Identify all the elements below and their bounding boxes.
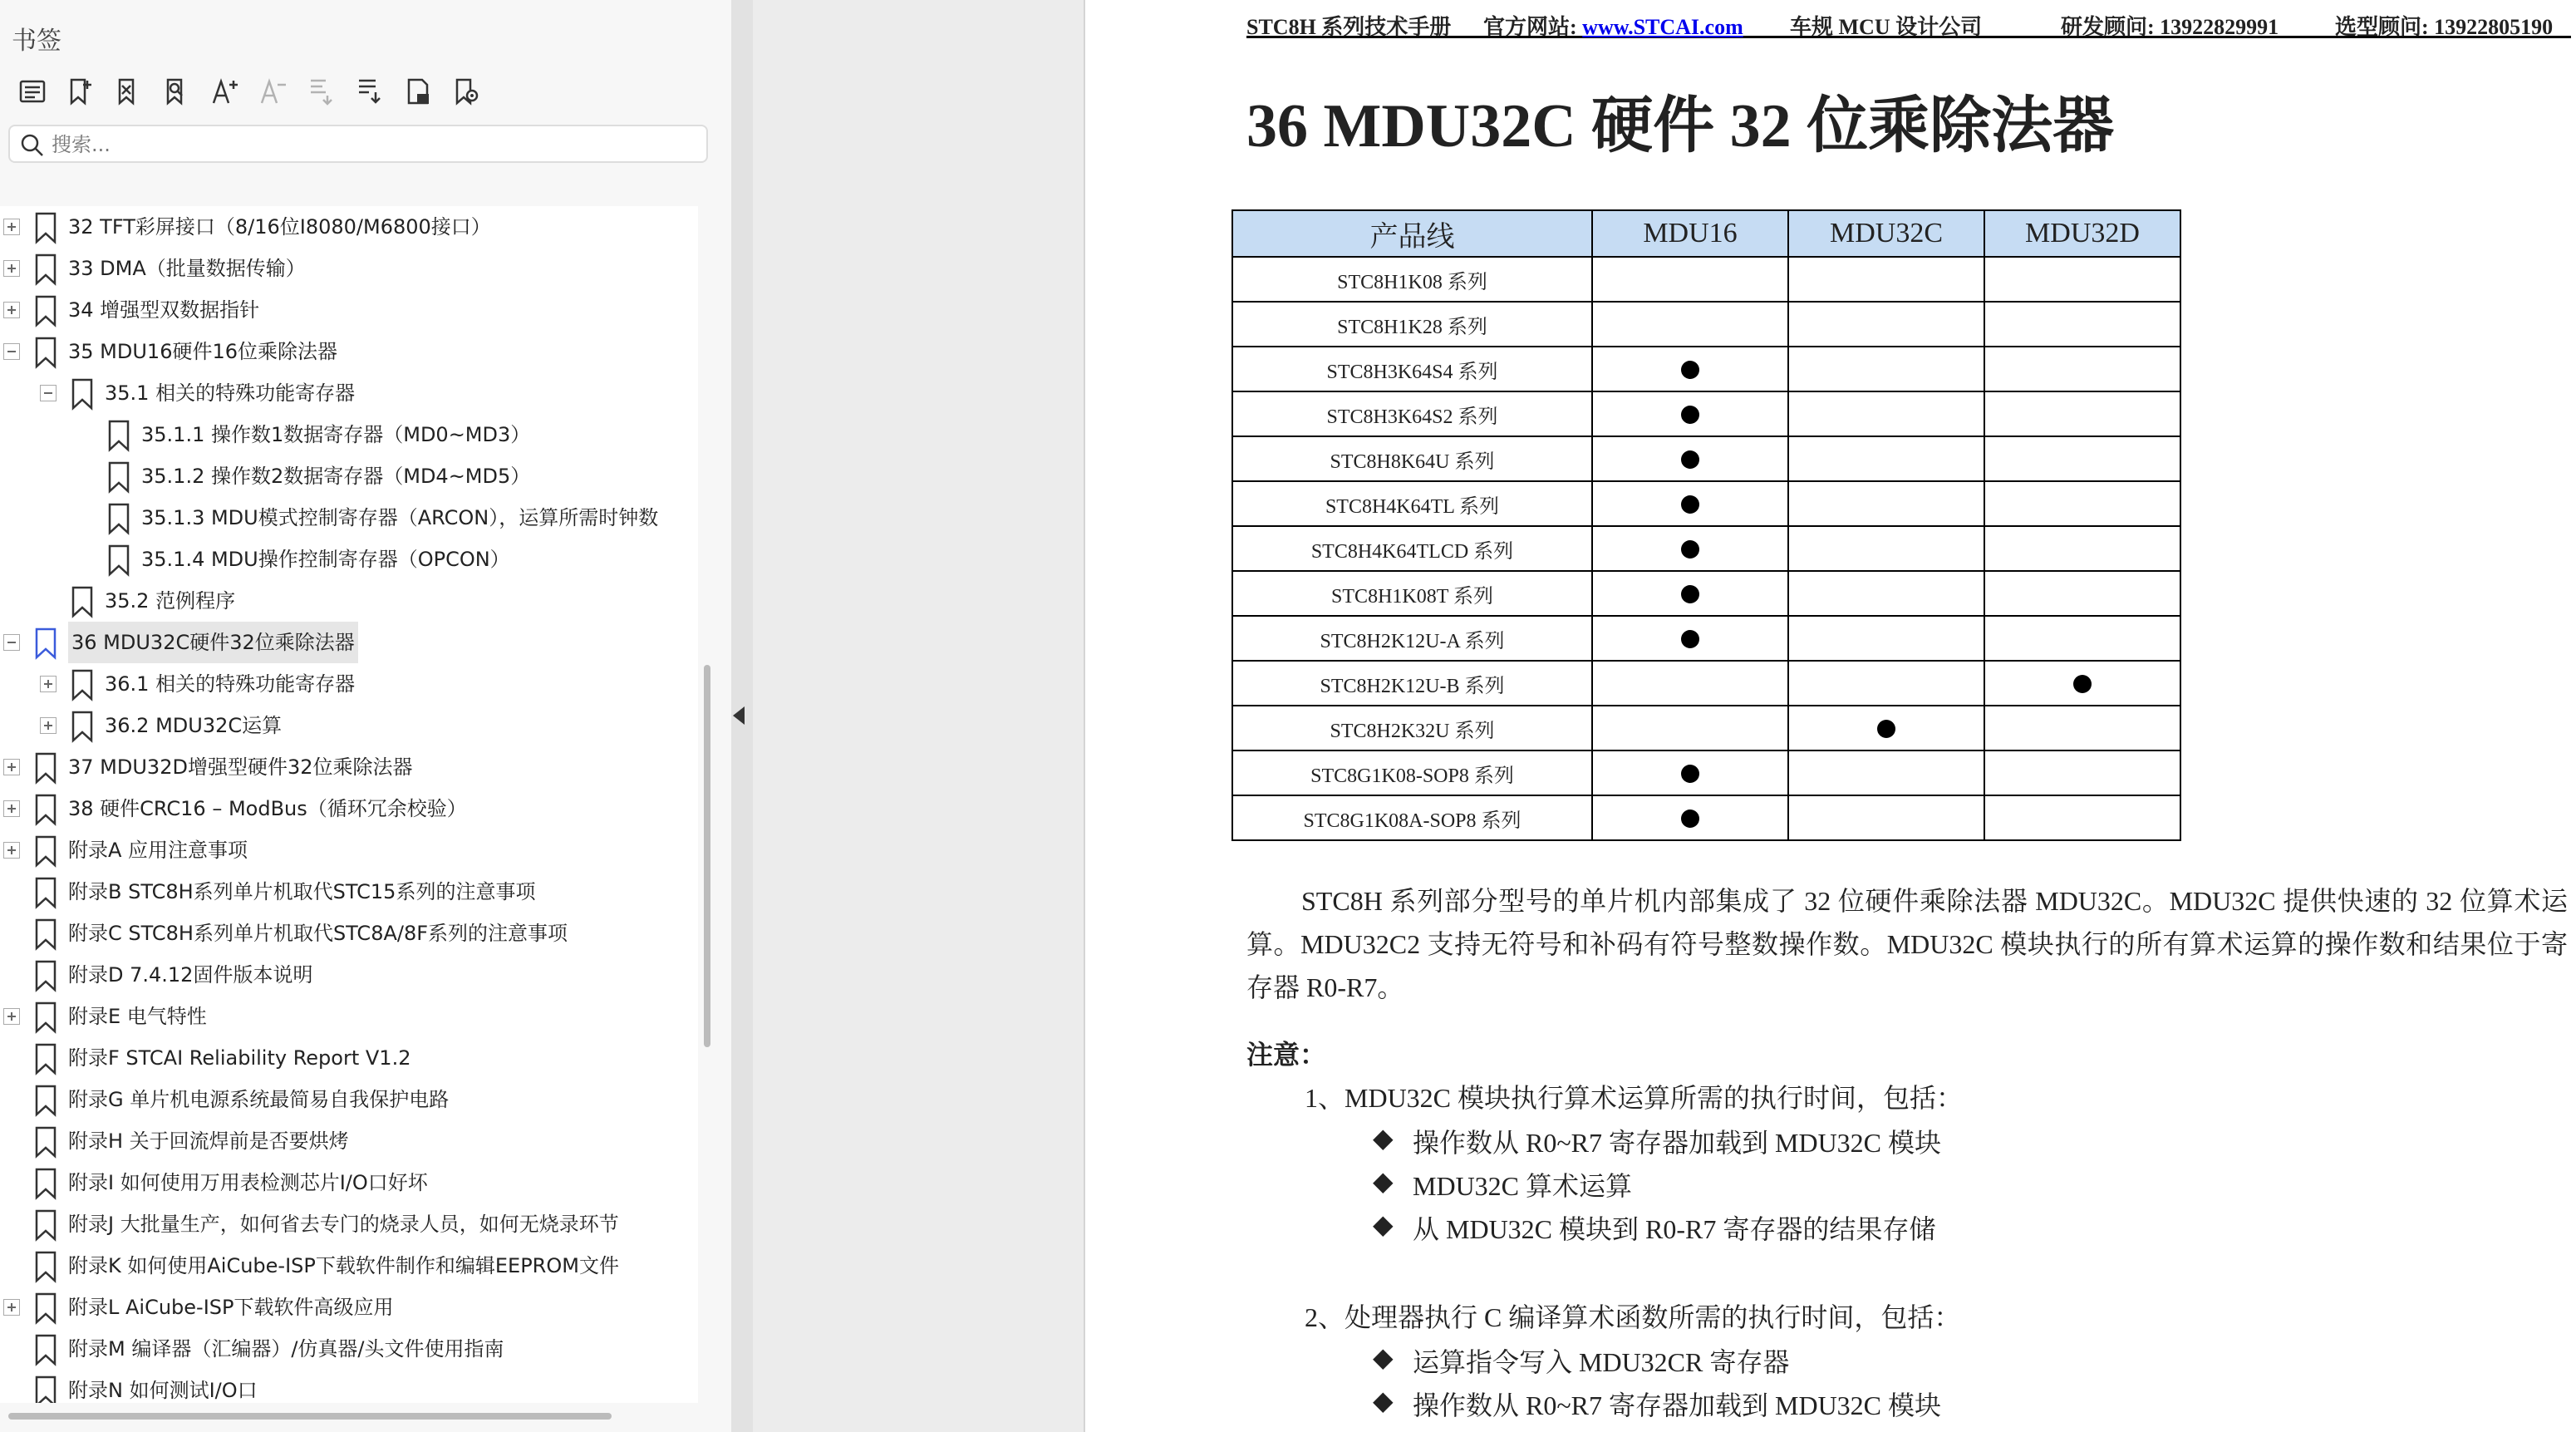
note-heading: 注意：: [1246, 1040, 1327, 1070]
table-row: [1232, 750, 2180, 795]
bookmark-label: 附录N 如何测试I/O口: [68, 1379, 258, 1402]
expand-bookmarks-icon: [306, 76, 337, 107]
bookmark-icon: [106, 419, 131, 452]
bookmark-item[interactable]: [0, 788, 698, 829]
bookmark-icon: [106, 502, 131, 535]
bookmark-item[interactable]: [0, 372, 698, 414]
header-website: [1483, 10, 1743, 41]
bookmark-label: 35.1.3 MDU模式控制寄存器（ARCON），运算所需时钟数: [141, 506, 659, 529]
support-cell: [1984, 571, 2180, 616]
bookmark-item[interactable]: [0, 746, 698, 788]
bookmark-label: 36.1 相关的特殊功能寄存器: [105, 672, 356, 696]
bookmark-icon: [33, 959, 58, 992]
bookmark-item[interactable]: [0, 913, 698, 954]
bookmark-icon: [33, 1292, 58, 1325]
product-name-cell: STC8G1K08-SOP8 系列: [1232, 750, 1592, 795]
bookmark-label: 附录D 7.4.12固件版本说明: [68, 963, 313, 987]
bullet-diamond-icon: ◆: [1373, 1385, 1394, 1416]
bookmark-properties-icon: [402, 76, 434, 107]
bookmark-item[interactable]: [0, 1120, 698, 1162]
column-header: MDU16: [1592, 210, 1788, 257]
bookmark-label: 35.1 相关的特殊功能寄存器: [105, 381, 356, 405]
bookmark-item[interactable]: [0, 455, 698, 497]
support-cell: [1984, 795, 2180, 840]
support-cell: [1592, 661, 1788, 706]
expand-icon[interactable]: [3, 759, 20, 775]
bookmark-icon: [70, 377, 95, 411]
bookmark-icon: [33, 1375, 58, 1403]
bookmark-icon: [33, 1125, 58, 1159]
collapse-panel-icon[interactable]: [730, 703, 748, 728]
bookmark-label: 附录L AiCube-ISP下载软件高级应用: [68, 1296, 394, 1319]
table-header-row: [1232, 210, 2180, 257]
support-cell: [1592, 391, 1788, 436]
support-cell: [1788, 795, 1984, 840]
support-cell: [1788, 750, 1984, 795]
bookmark-label: 32 TFT彩屏接口（8/16位I8080/M6800接口）: [68, 215, 491, 239]
product-name-cell: STC8H1K08 系列: [1232, 257, 1592, 302]
support-cell: [1984, 302, 2180, 347]
product-name-cell: STC8H4K64TLCD 系列: [1232, 526, 1592, 571]
support-cell: [1984, 347, 2180, 391]
table-row: [1232, 302, 2180, 347]
product-name-cell: STC8H4K64TL 系列: [1232, 481, 1592, 526]
bookmark-label: 37 MDU32D增强型硬件32位乘除法器: [68, 755, 413, 779]
support-cell: [1788, 616, 1984, 661]
table-row: [1232, 347, 2180, 391]
column-header: 产品线: [1232, 210, 1592, 257]
add-bookmark-icon: [65, 76, 96, 107]
support-cell: [1788, 436, 1984, 481]
bookmark-icon: [33, 876, 58, 909]
support-cell: [1984, 526, 2180, 571]
bullet-diamond-icon: ◆: [1373, 1208, 1394, 1240]
panel-title: 书签: [12, 27, 61, 56]
bookmark-label: 35.2 范例程序: [105, 589, 236, 613]
bookmark-label: 36 MDU32C硬件32位乘除法器: [68, 622, 358, 663]
supported-dot-icon: [1681, 450, 1699, 469]
supported-dot-icon: [1681, 406, 1699, 424]
note-bullet-item: 操作数从 R0~R7 寄存器加载到 MDU32C 模块: [1413, 1390, 1942, 1420]
bookmark-item[interactable]: [0, 497, 698, 539]
support-cell: [1984, 661, 2180, 706]
supported-dot-icon: [1681, 765, 1699, 783]
table-row: [1232, 257, 2180, 302]
bookmark-item[interactable]: [0, 206, 698, 248]
bookmark-icon: [70, 710, 95, 743]
expand-icon[interactable]: [40, 676, 57, 692]
bookmark-tree: [0, 206, 698, 1403]
delete-bookmark-icon: [113, 76, 145, 107]
bookmark-label: 附录H 关于回流焊前是否要烘烤: [68, 1129, 349, 1153]
tree-scroll-thumb[interactable]: [704, 665, 710, 1047]
bookmark-icon: [33, 1167, 58, 1200]
column-header: MDU32C: [1788, 210, 1984, 257]
support-cell: [1788, 481, 1984, 526]
bookmark-label: 36.2 MDU32C运算: [105, 714, 283, 737]
bookmark-label: 35 MDU16硬件16位乘除法器: [68, 340, 337, 363]
bullet-diamond-icon: ◆: [1373, 1165, 1394, 1197]
table-row: [1232, 661, 2180, 706]
bookmark-label: 附录K 如何使用AiCube-ISP下载软件制作和编辑EEPROM文件: [68, 1254, 619, 1277]
bookmark-icon: [33, 211, 58, 244]
outline-list-icon: [17, 76, 48, 107]
bookmark-label: 34 增强型双数据指针: [68, 298, 260, 322]
support-cell: [1788, 706, 1984, 750]
note-1: 1、MDU32C 模块执行算术运算所需的执行时间，包括：: [1305, 1083, 1964, 1113]
supported-dot-icon: [2073, 675, 2092, 693]
bookmark-item[interactable]: [0, 1370, 698, 1403]
website-link[interactable]: www.STCAI.com: [1582, 15, 1743, 39]
product-name-cell: STC8G1K08A-SOP8 系列: [1232, 795, 1592, 840]
supported-dot-icon: [1877, 720, 1895, 738]
bookmark-toolbar: [8, 70, 490, 113]
font-decrease-button[interactable]: [249, 70, 297, 113]
supported-dot-icon: [1681, 630, 1699, 648]
support-cell: [1984, 436, 2180, 481]
support-cell: [1788, 526, 1984, 571]
bookmark-item[interactable]: [0, 622, 698, 663]
note-bullet-item: 操作数从 R0~R7 寄存器加载到 MDU32C 模块: [1413, 1128, 1942, 1158]
note-2: 2、处理器执行 C 编译算术函数所需的执行时间，包括：: [1305, 1302, 1961, 1332]
bookmark-icon: [33, 1250, 58, 1283]
header-website-label: 官方网站:: [1483, 15, 1583, 39]
product-name-cell: STC8H3K64S2 系列: [1232, 391, 1592, 436]
collapse-icon[interactable]: [3, 634, 20, 651]
bookmark-label: 35.1.4 MDU操作控制寄存器（OPCON）: [141, 548, 510, 571]
expand-icon[interactable]: [3, 302, 20, 318]
bookmark-icon: [33, 834, 58, 868]
note-bullet-item: 运算指令写入 MDU32CR 寄存器: [1413, 1347, 1790, 1377]
bookmark-icon: [33, 294, 58, 327]
bookmark-label: 附录C STC8H系列单片机取代STC8A/8F系列的注意事项: [68, 922, 568, 945]
bookmark-item[interactable]: [0, 1203, 698, 1245]
bookmark-icon: [33, 627, 58, 660]
bookmark-icon: [33, 253, 58, 286]
expand-bookmarks-button[interactable]: [297, 70, 346, 113]
table-row: [1232, 436, 2180, 481]
product-name-cell: STC8H2K12U-A 系列: [1232, 616, 1592, 661]
support-cell: [1984, 706, 2180, 750]
font-decrease-icon: [258, 76, 289, 107]
support-cell: [1984, 391, 2180, 436]
bookmark-label: 附录M 编译器（汇编器）/仿真器/头文件使用指南: [68, 1337, 504, 1361]
supported-dot-icon: [1681, 361, 1699, 379]
bookmark-label: 附录J 大批量生产，如何省去专门的烧录人员，如何无烧录环节: [68, 1213, 619, 1236]
column-header: MDU32D: [1984, 210, 2180, 257]
bookmark-item[interactable]: [0, 331, 698, 372]
search-box: [8, 125, 708, 163]
support-cell: [1592, 436, 1788, 481]
bookmark-icon: [33, 918, 58, 951]
bookmark-label: 附录B STC8H系列单片机取代STC15系列的注意事项: [68, 880, 536, 903]
collapse-icon[interactable]: [3, 343, 20, 360]
header-rd-consultant: 研发顾问: 13922829991: [2061, 15, 2279, 39]
bookmark-icon: [33, 1208, 58, 1242]
support-cell: [1984, 257, 2180, 302]
expand-icon[interactable]: [3, 800, 20, 817]
product-line-table: [1231, 209, 2181, 841]
bookmark-label: 附录E 电气特性: [68, 1005, 207, 1028]
bookmark-item[interactable]: [0, 1037, 698, 1079]
bookmark-item[interactable]: [0, 663, 698, 705]
bullet-diamond-icon: ◆: [1373, 1122, 1394, 1154]
bookmark-properties-button[interactable]: [394, 70, 442, 113]
supported-dot-icon: [1681, 495, 1699, 514]
supported-dot-icon: [1681, 809, 1699, 828]
product-name-cell: STC8H2K12U-B 系列: [1232, 661, 1592, 706]
support-cell: [1788, 571, 1984, 616]
expand-icon[interactable]: [40, 717, 57, 734]
support-cell: [1592, 481, 1788, 526]
support-cell: [1788, 302, 1984, 347]
bookmark-icon: [106, 460, 131, 494]
product-name-cell: STC8H1K28 系列: [1232, 302, 1592, 347]
support-cell: [1788, 661, 1984, 706]
header-selection-consultant: 选型顾问: 13922805190: [2335, 15, 2554, 39]
bookmark-item[interactable]: [0, 1245, 698, 1287]
bookmark-panel: [0, 0, 731, 1432]
bookmark-item[interactable]: [0, 871, 698, 913]
header-manual-title: STC8H 系列技术手册: [1246, 15, 1452, 39]
note-bullet-item: 从 MDU32C 模块到 R0-R7 寄存器的结果存储: [1413, 1214, 1936, 1244]
table-row: [1232, 706, 2180, 750]
bookmark-settings-button[interactable]: [442, 70, 490, 113]
support-cell: [1592, 750, 1788, 795]
add-bookmark-button[interactable]: [57, 70, 105, 113]
product-name-cell: STC8H3K64S4 系列: [1232, 347, 1592, 391]
outline-list-button[interactable]: [8, 70, 57, 113]
bookmark-item[interactable]: [0, 289, 698, 331]
bookmark-item[interactable]: [0, 1162, 698, 1203]
collapse-bookmarks-icon: [354, 76, 386, 107]
table-row: [1232, 481, 2180, 526]
expand-icon[interactable]: [3, 260, 20, 277]
bookmark-icon: [33, 1042, 58, 1075]
bookmark-label: 33 DMA（批量数据传输）: [68, 257, 306, 280]
bookmark-icon: [33, 793, 58, 826]
support-cell: [1592, 795, 1788, 840]
bookmark-item[interactable]: [0, 954, 698, 996]
support-cell: [1592, 257, 1788, 302]
support-cell: [1788, 347, 1984, 391]
bookmark-icon: [33, 336, 58, 369]
bookmark-label: 35.1.2 操作数2数据寄存器（MD4~MD5）: [141, 465, 531, 488]
bookmark-label: 38 硬件CRC16 – ModBus（循环冗余校验）: [68, 797, 467, 820]
bookmark-item[interactable]: [0, 705, 698, 746]
product-name-cell: STC8H8K64U 系列: [1232, 436, 1592, 481]
bookmark-item[interactable]: [0, 829, 698, 871]
expand-icon[interactable]: [3, 1008, 20, 1025]
support-cell: [1984, 750, 2180, 795]
bookmark-label: 附录F STCAI Reliability Report V1.2: [68, 1046, 411, 1070]
search-input[interactable]: [52, 130, 683, 160]
tree-scrollbar[interactable]: [698, 206, 731, 1403]
collapse-icon[interactable]: [40, 385, 57, 401]
table-row: [1232, 526, 2180, 571]
header-company: 车规 MCU 设计公司: [1790, 15, 1983, 39]
bookmark-item[interactable]: [0, 248, 698, 289]
support-cell: [1788, 257, 1984, 302]
intro-paragraph: STC8H 系列部分型号的单片机内部集成了 32 位硬件乘除法器 MDU32C。MDU32C 提供快速的 32 位算术运算。MDU32C2 支持无符号和补码有符号整数操作数。MDU32C 模块执行的所有算术运算的操作数和结果位于寄存器 R0-R7。: [1246, 886, 2568, 1002]
support-cell: [1788, 391, 1984, 436]
support-cell: [1592, 616, 1788, 661]
bookmark-label: 附录G 单片机电源系统最简易自我保护电路: [68, 1088, 450, 1111]
table-row: [1232, 795, 2180, 840]
find-bookmark-icon: [161, 76, 193, 107]
bookmark-item[interactable]: [0, 996, 698, 1037]
bookmark-label: 35.1.1 操作数1数据寄存器（MD0~MD3）: [141, 423, 531, 446]
bookmark-icon: [33, 1084, 58, 1117]
bookmark-item[interactable]: [0, 580, 698, 622]
bookmark-icon: [33, 751, 58, 785]
bookmark-item[interactable]: [0, 539, 698, 580]
bookmark-label: 附录A 应用注意事项: [68, 839, 248, 862]
expand-icon[interactable]: [3, 842, 20, 859]
bookmark-icon: [70, 585, 95, 618]
bookmark-icon: [33, 1333, 58, 1366]
chapter-title: 36 MDU32C 硬件 32 位乘除法器: [1246, 92, 2115, 160]
support-cell: [1592, 706, 1788, 750]
bookmark-label: 附录I 如何使用万用表检测芯片I/O口好坏: [68, 1171, 428, 1194]
support-cell: [1592, 302, 1788, 347]
supported-dot-icon: [1681, 585, 1699, 603]
support-cell: [1984, 616, 2180, 661]
product-name-cell: STC8H1K08T 系列: [1232, 571, 1592, 616]
bullet-diamond-icon: ◆: [1373, 1341, 1394, 1373]
running-header: [1246, 10, 2571, 38]
font-increase-button[interactable]: [201, 70, 249, 113]
table-row: [1232, 391, 2180, 436]
bookmark-item[interactable]: [0, 414, 698, 455]
document-page: [1085, 0, 2576, 1432]
collapse-bookmarks-button[interactable]: [346, 70, 394, 113]
support-cell: [1592, 347, 1788, 391]
search-icon: [20, 133, 45, 158]
bookmark-item[interactable]: [0, 1079, 698, 1120]
find-bookmark-button[interactable]: [153, 70, 201, 113]
bookmark-icon: [33, 1001, 58, 1034]
delete-bookmark-button[interactable]: [105, 70, 153, 113]
expand-icon[interactable]: [3, 1299, 20, 1316]
support-cell: [1984, 481, 2180, 526]
note-bullet-item: MDU32C 算术运算: [1413, 1171, 1633, 1201]
bookmark-icon: [106, 544, 131, 577]
table-row: [1232, 571, 2180, 616]
horizontal-scroll-thumb[interactable]: [8, 1413, 612, 1420]
bookmark-item[interactable]: [0, 1328, 698, 1370]
product-name-cell: STC8H2K32U 系列: [1232, 706, 1592, 750]
bookmark-settings-icon: [450, 76, 482, 107]
bookmark-icon: [70, 668, 95, 701]
table-row: [1232, 616, 2180, 661]
page-gutter: [731, 0, 1085, 1432]
expand-icon[interactable]: [3, 219, 20, 235]
font-increase-icon: [209, 76, 241, 107]
support-cell: [1592, 526, 1788, 571]
supported-dot-icon: [1681, 540, 1699, 559]
bookmark-item[interactable]: [0, 1287, 698, 1328]
support-cell: [1592, 571, 1788, 616]
